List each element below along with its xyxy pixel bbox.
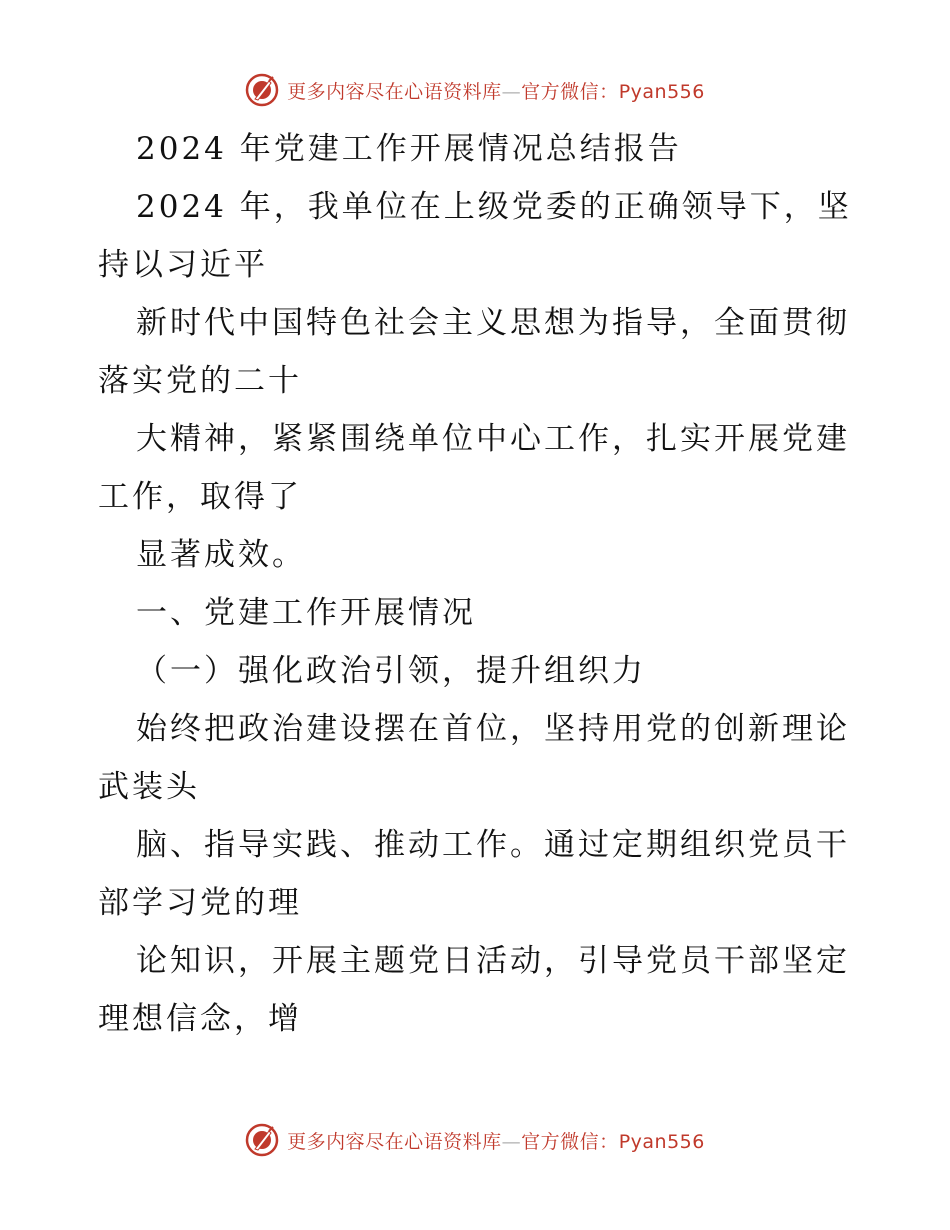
paragraph-line: 部学习党的理 [98,885,302,921]
footer-watermark [0,1120,950,1160]
subsection-heading: （一）强化政治引领，提升组织力 [136,653,646,689]
paragraph-line: 论知识，开展主题党日活动，引导党员干部坚定 [136,943,850,979]
quill-seal-icon [245,73,279,107]
watermark-separator: — [501,80,522,103]
paragraph-line: 脑、指导实践、推动工作。通过定期组织党员干 [136,827,850,863]
paragraph-line: 新时代中国特色社会主义思想为指导，全面贯彻 [136,305,850,341]
document-title: 2024 年党建工作开展情况总结报告 [136,131,682,167]
paragraph-line: 显著成效。 [136,537,306,573]
paragraph-line: 持以习近平 [98,247,268,283]
watermark-brand: 更多内容尽在心语资料库 [287,1130,502,1153]
paragraph-line: 理想信念，增 [98,1001,302,1037]
watermark-text [287,77,705,104]
watermark-wechat-label: 官方微信： [521,1130,619,1153]
paragraph-line: 始终把政治建设摆在首位，坚持用党的创新理论 [136,711,850,747]
watermark-brand: 更多内容尽在心语资料库 [287,80,502,103]
paragraph-line: 武装头 [98,769,200,805]
quill-seal-icon [245,1123,279,1157]
watermark-text [287,1127,705,1154]
paragraph-line: 大精神，紧紧围绕单位中心工作，扎实开展党建 [136,421,850,457]
section-heading: 一、党建工作开展情况 [136,595,476,631]
paragraph-line: 落实党的二十 [98,363,302,399]
paragraph-line: 2024 年，我单位在上级党委的正确领导下，坚 [136,189,852,225]
watermark-wechat-label: 官方微信： [521,80,619,103]
header-watermark [0,70,950,110]
document-body [98,120,858,1048]
watermark-wechat-id: Pyan556 [618,1130,705,1153]
watermark-separator: — [501,1130,522,1153]
paragraph-line: 工作，取得了 [98,479,302,515]
watermark-wechat-id: Pyan556 [618,80,705,103]
